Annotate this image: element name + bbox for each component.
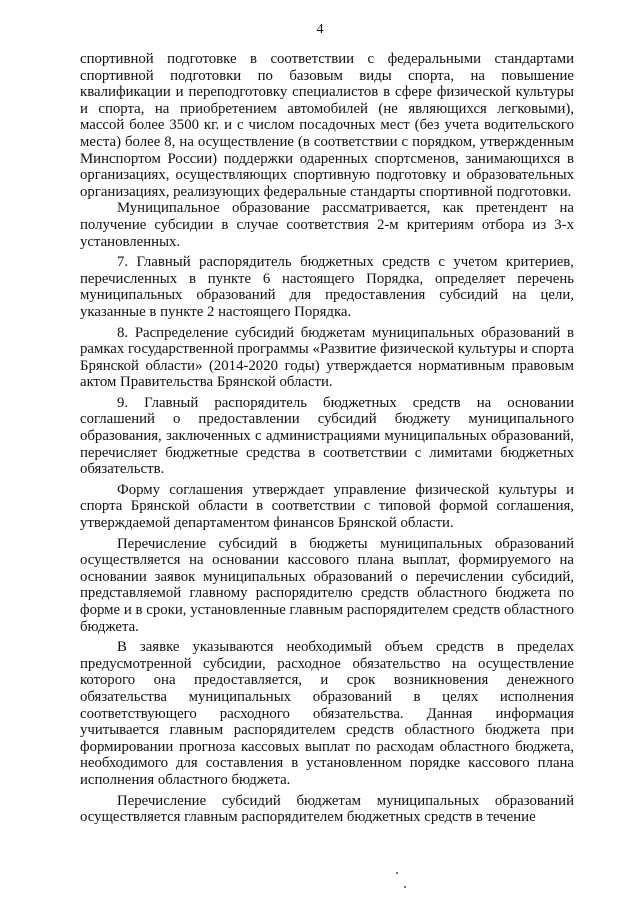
paragraph-application: В заявке указываются необходимый объем средств в пределах предусмотренной субсидии, расходное обязательство на осуществление которого она предоставляется, и срок возникновения денежного обязательства муниципальных образований в целях исполнения соответствующего расходного обязательства. Данная информация учитывается главным распорядителем средств областного бюджета при формировании прогноза кассовых выплат по расходам областного бюджета, необходимого для составления в установленном порядке кассового плана исполнения областного бюджета. (80, 639, 574, 788)
paragraph-item-8: 8. Распределение субсидий бюджетам муниципальных образований в рамках государственной программы «Развитие физической культуры и спорта Брянской области» (2014-2020 годы) утверждается нормативным правовым актом Правительства Брянской области. (80, 324, 574, 391)
paragraph-transfer-basis: Перечисление субсидий в бюджеты муниципальных образований осуществляется на основании кассового плана выплат, формируемого на основании заявок муниципальных образований о перечислении субсидий, представляемой главному распорядителю средств областного бюджета по форме и в сроки, установленные главным распорядителем средств областного бюджета. (80, 535, 574, 635)
page-number: 4 (316, 22, 324, 37)
paragraph-continuation: спортивной подготовке в соответствии с федеральными стандартами спортивной подготовки по базовым виды спорта, на повышение квалификации и переподготовку специалистов в сфере физической культуры и спорта, на приобретением автомобилей (не являющихся легковыми), массой более 3500 кг. и с числом посадочных мест (без учета водительского места) более 8, на осуществление (в соответствии с порядком, утвержденным Минспортом России) поддержки одаренных спортсменов, занимающихся в организациях, осуществляющих спортивную подготовку и образовательных организациях, реализующих федеральные стандарты спортивной подготовки. (80, 51, 574, 200)
paragraph-municipal-candidate: Муниципальное образование рассматривается, как претендент на получение субсидии в случае соответствия 2-м критериям отбора из 3-х установленных. (80, 200, 574, 250)
paragraph-item-9: 9. Главный распорядитель бюджетных средств на основании соглашений о предоставлении субсидий бюджету муниципального образования, заключенных с администрациями муниципальных образований, перечисляет бюджетные средства в соответствии с лимитами бюджетных обязательств. (80, 394, 574, 478)
paragraph-agreement-form: Форму соглашения утверждает управление физической культуры и спорта Брянской области в соответствии с типовой формой соглашения, утверждаемой департаментом финансов Брянской области. (80, 481, 574, 532)
document-body (80, 51, 574, 826)
scan-speck (404, 886, 406, 888)
scan-speck (396, 872, 398, 874)
paragraph-transfer-timing: Перечисление субсидий бюджетам муниципальных образований осуществляется главным распорядителем бюджетных средств в течение (80, 792, 574, 826)
paragraph-item-7: 7. Главный распорядитель бюджетных средств с учетом критериев, перечисленных в пункте 6 настоящего Порядка, определяет перечень муниципальных образований для предоставления субсидий на цели, указанные в пункте 2 настоящего Порядка. (80, 254, 574, 320)
